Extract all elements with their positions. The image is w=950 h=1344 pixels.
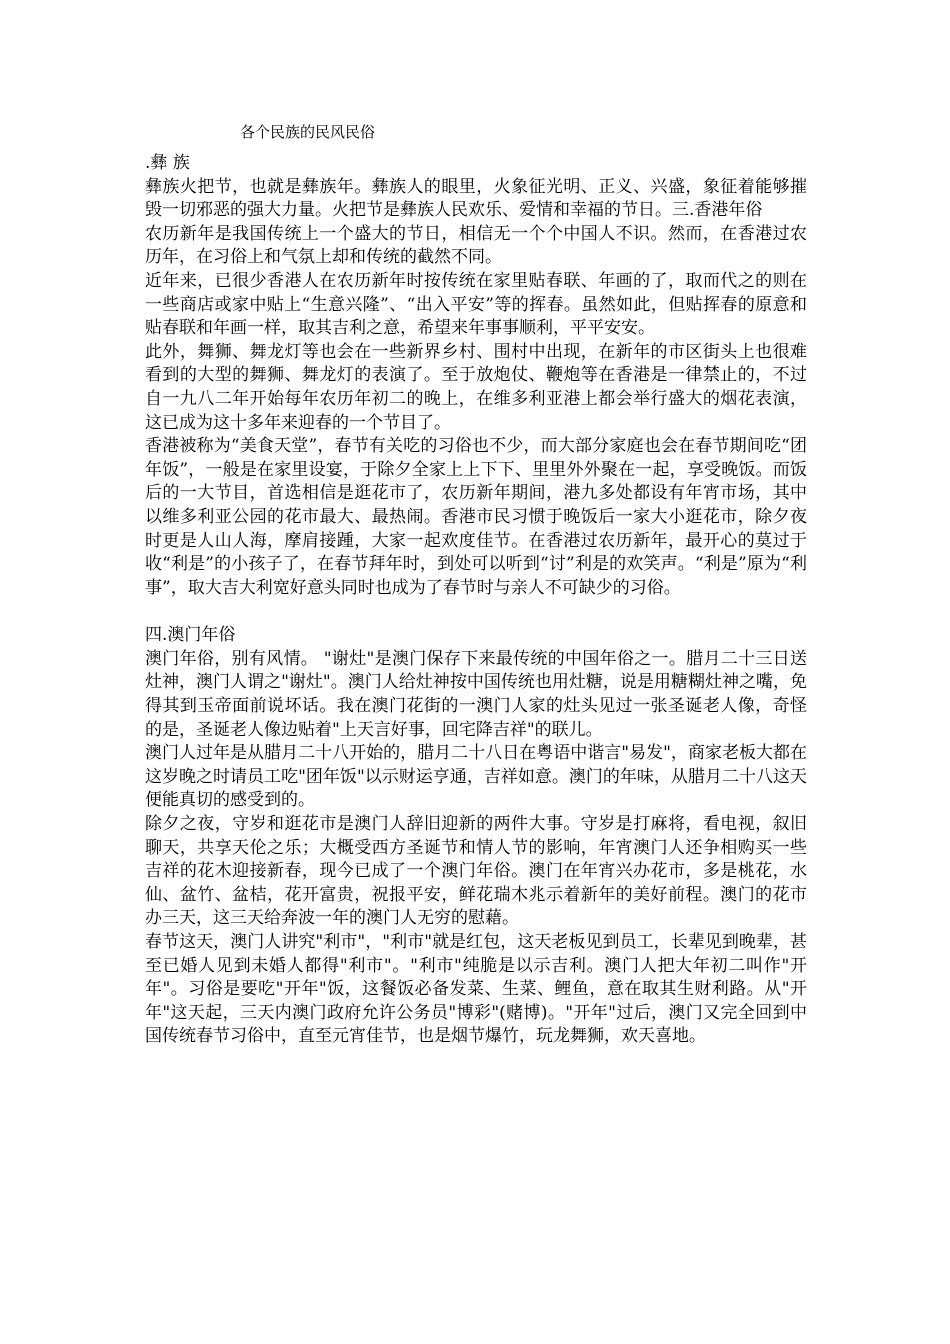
paragraph-macau-4: 春节这天，澳门人讲究"利市"，"利市"就是红包，这天老板见到员工，长辈见到晚辈，甚至已婚人见到未婚人都得"利市"。"利市"纯脆是以示吉利。澳门人把大年初二叫作"开年"。习俗是要吃"开年"饭，这餐饭必备发菜、生菜、鲤鱼，意在取其生财利路。从"开年"这天起，三天内澳门政府允许公务员"博彩"(赌博)。"开年"过后，澳门又完全回到中国传统春节习俗中，直至元宵佳节，也是烟节爆竹，玩龙舞狮，欢天喜地。 bbox=[145, 932, 807, 1047]
document-page bbox=[145, 122, 807, 1049]
paragraph-macau-1: 澳门年俗，别有风情。 "谢灶"是澳门保存下来最传统的中国年俗之一。腊月二十三日送灶神，澳门人谓之"谢灶"。澳门人给灶神按中国传统也用灶糖，说是用糖糊灶神之嘴，免得其到玉帝面前说坏话。我在澳门花街的一澳门人家的灶头见过一张圣诞老人像，奇怪的是，圣诞老人像边贴着"上天言好事，回宅降吉祥"的联儿。 bbox=[145, 648, 807, 740]
paragraph-hongkong-3: 此外，舞狮、舞龙灯等也会在一些新界乡村、围村中出现，在新年的市区街头上也很难看到的大型的舞狮、舞龙灯的表演了。至于放炮仗、鞭炮等在香港是一律禁止的，不过自一九八二年开始每年农历年初二的晚上，在维多利亚港上都会举行盛大的烟花表演，这已成为这十多年来迎春的一个节目了。 bbox=[145, 341, 807, 433]
paragraph-hongkong-2: 近年来，已很少香港人在农历新年时按传统在家里贴春联、年画的了，取而代之的则在一些商店或家中贴上“生意兴隆”、“出入平安”等的挥春。虽然如此，但贴挥春的原意和贴春联和年画一样，取其吉利之意，希望来年事事顺利，平平安安。 bbox=[145, 270, 807, 339]
blank-line bbox=[145, 600, 807, 624]
section-heading-yi: .彝 族 bbox=[145, 153, 190, 173]
paragraph-macau-2: 澳门人过年是从腊月二十八开始的，腊月二十八日在粤语中谐言"易发"，商家老板大都在这岁晚之时请员工吃"团年饭"以示财运亨通，吉祥如意。澳门的年味，从腊月二十八这天便能真切的感受到的。 bbox=[145, 743, 807, 811]
paragraph-hongkong-1: 农历新年是我国传统上一个盛大的节日，相信无一个个中国人不识。然而，在香港过农历年，在习俗上和气氛上却和传统的截然不同。 bbox=[145, 223, 807, 268]
section-heading-macau: 四.澳门年俗 bbox=[145, 625, 236, 646]
paragraph-macau-3: 除夕之夜，守岁和逛花市是澳门人辞旧迎新的两件大事。守岁是打麻将，看电视，叙旧聊天，共享天伦之乐；大概受西方圣诞节和情人节的影响，年宵澳门人还争相购买一些吉祥的花木迎接新春，现今已成了一个澳门年俗。澳门在年宵兴办花市，多是桃花，水仙、盆竹、盆桔，花开富贵，祝报平安，鲜花瑞木兆示着新年的美好前程。澳门的花市办三天，这三天给奔波一年的澳门人无穷的慰藉。 bbox=[145, 814, 807, 929]
paragraph-hongkong-4: 香港被称为“美食天堂”，春节有关吃的习俗也不少，而大部分家庭也会在春节期间吃“团年饭”，一般是在家里设宴，于除夕全家上上下下、里里外外聚在一起，享受晚饭。而饭后的一大节目，首选相信是逛花市了，农历新年期间，港九多处都设有年宵市场，其中以维多利亚公园的花市最大、最热闹。香港市民习惯于晚饭后一家大小逛花市，除夕夜时更是人山人海，摩肩接踵，大家一起欢度佳节。在香港过农历新年，最开心的莫过于收“利是”的小孩子了，在春节拜年时，到处可以听到“讨”利是的欢笑声。“利是”原为“利事”，取大吉大利宽好意头同时也成为了春节时与亲人不可缺少的习俗。 bbox=[145, 436, 807, 598]
paragraph-yi: 彝族火把节，也就是彝族年。彝族人的眼里，火象征光明、正义、兴盛，象征着能够摧毁一切邪恶的强大力量。火把节是彝族人民欢乐、爱情和幸福的节日。三.香港年俗 bbox=[145, 176, 807, 221]
document-title: 各个民族的民风民俗 bbox=[240, 123, 376, 141]
